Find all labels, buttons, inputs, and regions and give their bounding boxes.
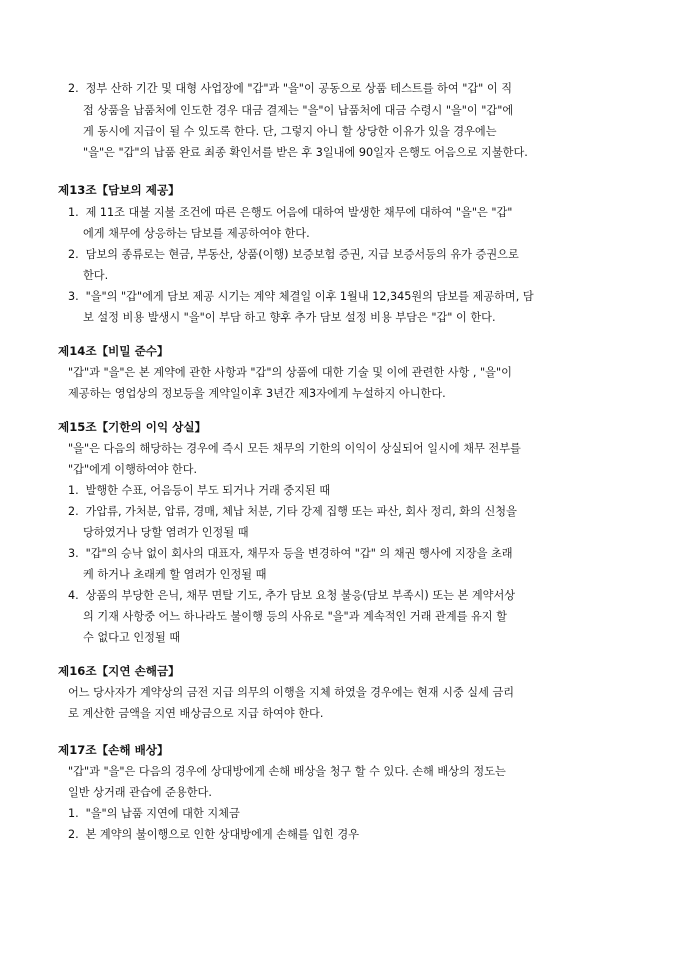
paragraph-line: 발행한 수표, 어음등이 부도 되거나 거래 중지된 때: [85, 484, 331, 497]
item-number: 2.: [68, 828, 79, 841]
paragraph-line: 본 계약의 불이행으로 인한 상대방에게 손해를 입힌 경우: [85, 828, 360, 841]
paragraph-line: 의 기재 사항중 어느 하나라도 불이행 등의 사유로 "을"과 계속적인 거래 관계를 유지 할: [83, 610, 507, 623]
paragraph-line: "갑"의 승낙 없이 회사의 대표자, 채무자 등을 변경하여 "갑" 의 채권 행사에 지장을 초래: [85, 547, 513, 560]
paragraph-line: "을"은 "갑"의 납품 완료 최종 확인서를 받은 후 3일내에 90일자 은행도 어음으로 지불한다.: [83, 146, 528, 159]
paragraph-line: 담보의 종류로는 현금, 부동산, 상품(이행) 보증보험 증권, 지급 보증서등의 유가 증권으로: [85, 248, 519, 261]
item-number: 1.: [68, 807, 79, 820]
paragraph-line: 일반 상거래 관습에 준용한다.: [68, 786, 212, 799]
paragraph-line: 제공하는 영업상의 정보등을 계약일이후 3년간 제3자에게 누설하지 아니한다.: [68, 387, 446, 400]
paragraph-line: "갑"과 "을"은 본 계약에 관한 사항과 "갑"의 상품에 대한 기술 및 이에 관련한 사항 , "을"이: [68, 366, 512, 379]
item-number: 2.: [68, 505, 79, 518]
paragraph-line: "갑"에게 이행하여야 한다.: [68, 463, 198, 476]
item-number: 2.: [68, 82, 79, 95]
article-heading: 제13조【담보의 제공】: [58, 183, 180, 197]
paragraph-line: 정부 산하 기간 및 대형 사업장에 "갑"과 "을"이 공동으로 상품 테스트를 하여 "갑" 이 직: [85, 82, 513, 95]
item-number: 3.: [68, 547, 79, 560]
paragraph-line: "갑"과 "을"은 다음의 경우에 상대방에게 손해 배상을 청구 할 수 있다. 손해 배상의 정도는: [68, 765, 506, 778]
paragraph-line: 케 하거나 초래케 할 염려가 인정될 때: [83, 568, 267, 581]
item-number: 1.: [68, 484, 79, 497]
paragraph-line: 수 없다고 인정될 때: [83, 631, 181, 644]
item-number: 2.: [68, 248, 79, 261]
paragraph-line: 가압류, 가처분, 압류, 경매, 체납 처분, 기타 강제 집행 또는 파산, 회사 정리, 화의 신청을: [85, 505, 517, 518]
article-heading: 제16조【지연 손해금】: [58, 664, 180, 678]
paragraph-line: "을"의 "갑"에게 담보 제공 시기는 계약 체결일 이후 1월내 12,345원의 담보를 제공하며, 담: [85, 290, 534, 303]
paragraph-line: 에게 채무에 상응하는 담보를 제공하여야 한다.: [83, 227, 310, 240]
item-number: 1.: [68, 206, 79, 219]
paragraph-line: 게 동시에 지급이 될 수 있도록 한다. 단, 그렇지 아니 할 상당한 이유가 있을 경우에는: [83, 125, 497, 138]
paragraph-line: "을"의 납품 지연에 대한 지체금: [85, 807, 240, 820]
paragraph-line: 로 계산한 금액을 지연 배상금으로 지급 하여야 한다.: [68, 707, 324, 720]
paragraph-line: 어느 당사자가 계약상의 금전 지급 의무의 이행을 지체 하였을 경우에는 현재 시중 실세 금리: [68, 686, 515, 699]
article-heading: 제17조【손해 배상】: [58, 743, 169, 757]
paragraph-line: 한다.: [83, 269, 109, 282]
paragraph-line: 당하였거나 당할 염려가 인정될 때: [83, 526, 249, 539]
item-number: 4.: [68, 589, 79, 602]
paragraph-line: 보 설정 비용 발생시 "을"이 부담 하고 향후 추가 담보 설정 비용 부담은 "갑" 이 한다.: [83, 311, 496, 324]
paragraph-line: "을"은 다음의 해당하는 경우에 즉시 모든 채무의 기한의 이익이 상실되어 일시에 채무 전부를: [68, 442, 521, 455]
paragraph-line: 제 11조 대불 지불 조건에 따른 은행도 어음에 대하여 발생한 채무에 대하여 "을"은 "갑": [85, 206, 513, 219]
item-number: 3.: [68, 290, 79, 303]
article-heading: 제14조【비밀 준수】: [58, 344, 169, 358]
paragraph-line: 상품의 부당한 은닉, 채무 면탈 기도, 추가 담보 요청 불응(담보 부족시) 또는 본 계약서상: [85, 589, 516, 602]
article-heading: 제15조【기한의 이익 상실】: [58, 420, 207, 434]
paragraph-line: 접 상품을 납품처에 인도한 경우 대금 결제는 "을"이 납품처에 대금 수령시 "을"이 "갑"에: [83, 104, 514, 117]
